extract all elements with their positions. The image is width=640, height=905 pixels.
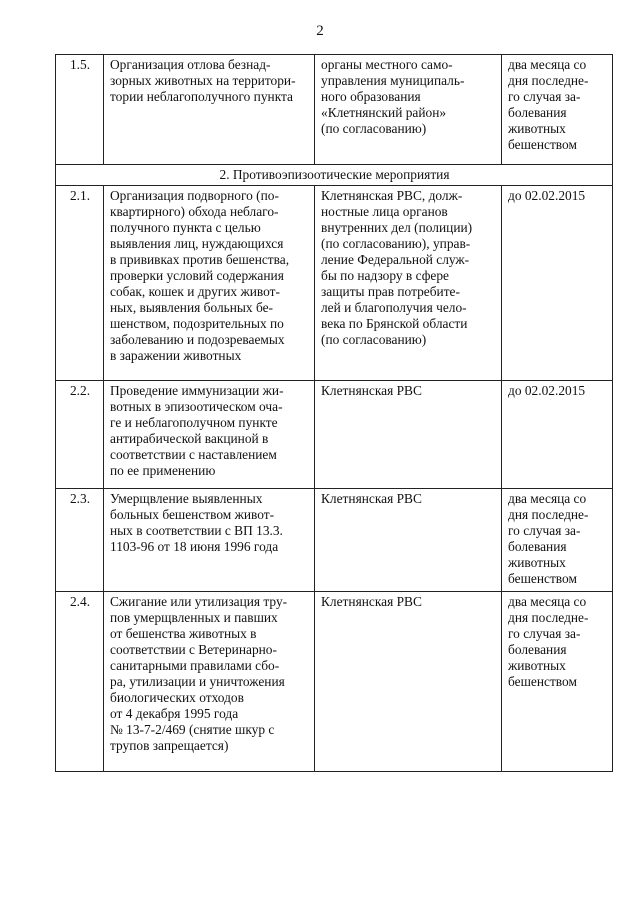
measure-description: Сжигание или утилизация тру- пов умерщвленных и павших от бешенства животных в соответствии с Ветеринарно- санитарными правилами сбо- ра, утилизации и уничтожения биологических отходов от 4 декабря 1995 года № 13-7-2/469 (снятие шкур с трупов запрещается) — [104, 592, 315, 772]
table-row — [56, 186, 613, 381]
measure-description: Организация подворного (по- квартирного) обхода неблаго- получного пункта с целью выявления лиц, нуждающихся в прививках против бешенства, проверки условий содержания собак, кошек и других живот- ных, выявления больных бе- шенством, подозрительных по заболеванию и подозреваемых в заражении животных — [104, 186, 315, 381]
deadline: два месяца со дня последне- го случая за- болевания животных бешенством — [502, 55, 613, 165]
deadline: до 02.02.2015 — [502, 186, 613, 381]
table-row — [56, 381, 613, 489]
measure-description: Умерщвление выявленных больных бешенством живот- ных в соответствии с ВП 13.3. 1103-96 от 18 июня 1996 года — [104, 489, 315, 592]
measure-description: Организация отлова безнад- зорных животных на территори- тории неблагополучного пункта — [104, 55, 315, 165]
responsible-party: органы местного само- управления муниципаль- ного образования «Клетнянский район» (по согласованию) — [315, 55, 502, 165]
row-number: 2.3. — [56, 489, 104, 592]
table-row — [56, 55, 613, 165]
row-number: 2.2. — [56, 381, 104, 489]
row-number: 2.1. — [56, 186, 104, 381]
deadline: два месяца со дня последне- го случая за- болевания животных бешенством — [502, 489, 613, 592]
responsible-party: Клетнянская РВС — [315, 381, 502, 489]
measures-table — [55, 54, 613, 772]
table-row — [56, 592, 613, 772]
responsible-party: Клетнянская РВС — [315, 489, 502, 592]
deadline: два месяца со дня последне- го случая за- болевания животных бешенством — [502, 592, 613, 772]
section-title: 2. Противоэпизоотические мероприятия — [56, 165, 613, 186]
page-number: 2 — [316, 23, 324, 39]
row-number: 2.4. — [56, 592, 104, 772]
table-row — [56, 489, 613, 592]
deadline: до 02.02.2015 — [502, 381, 613, 489]
section-header-row — [56, 165, 613, 186]
measure-description: Проведение иммунизации жи- вотных в эпизоотическом оча- ге и неблагополучном пункте антирабической вакциной в соответствии с наставлением по ее применению — [104, 381, 315, 489]
responsible-party: Клетнянская РВС, долж- ностные лица органов внутренних дел (полиции) (по согласованию), управ- ление Федеральной служ- бы по надзору в сфере защиты прав потребите- лей и благополучия чело- века по Брянской области (по согласованию) — [315, 186, 502, 381]
row-number: 1.5. — [56, 55, 104, 165]
responsible-party: Клетнянская РВС — [315, 592, 502, 772]
